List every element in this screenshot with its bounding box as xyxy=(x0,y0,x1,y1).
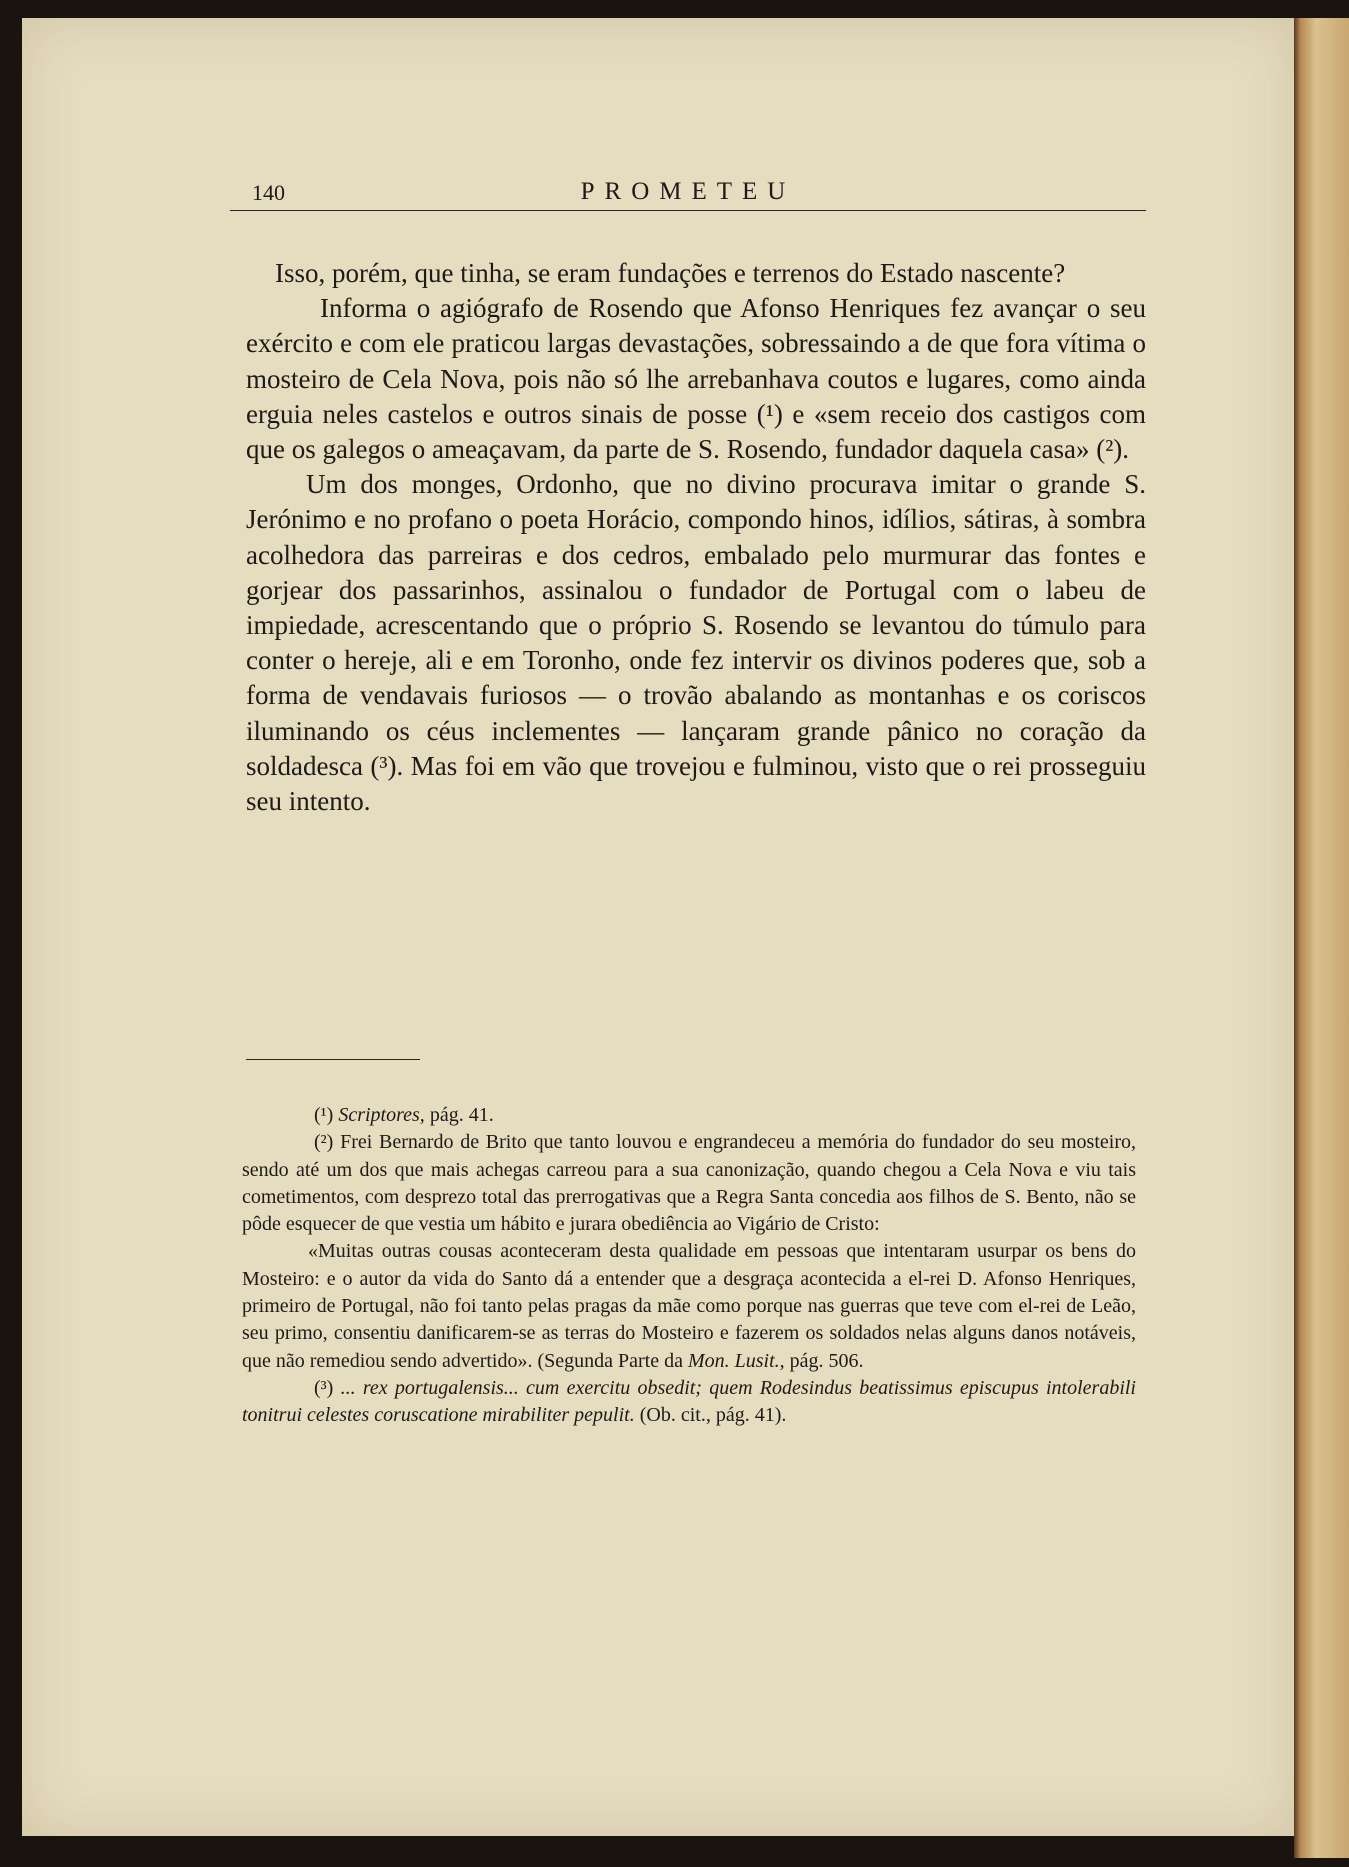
running-title: PROMETEU xyxy=(580,178,796,205)
footnote-2-text: Frei Bernardo de Brito que tanto louvou e engrandeceu a memória do fundador do seu mosteiro, sendo até um dos que mais achegas carreou para a sua canonização, quando chegou a Cela Nova e viu tais cometimentos, com desprezo total das prerrogativas que a Regra Santa concedia aos filhos de S. Bento, não se pôde esquecer de que vestia um hábito e jurara obediência ao Vigário de Cristo: xyxy=(242,1131,1136,1236)
footnote-1-source: Scriptores, xyxy=(338,1104,425,1126)
footnote-3-mark: (³) xyxy=(314,1376,334,1399)
footnote-1 xyxy=(242,1102,1136,1129)
footnote-3-text: (Ob. cit., pág. 41). xyxy=(634,1404,787,1427)
paragraph-2: Informa o agiógrafo de Rosendo que Afonso Henriques fez avançar o seu exército e com ele praticou largas devastações, sobressaindo a de que fora vítima o mosteiro de Cela Nova, pois não só lhe arrebanhava coutos e lugares, como ainda erguia neles castelos e outros sinais de posse (¹) e «sem receio dos castigos com que os galegos o ameaçavam, da parte de S. Rosendo, fundador daquela casa» (²). xyxy=(246,293,1146,465)
paragraph-3: Um dos monges, Ordonho, que no divino procurava imitar o grande S. Jerónimo e no profano o poeta Horácio, compondo hinos, idílios, sátiras, à sombra acolhedora das parreiras e dos cedros, embalado pelo murmurar das fontes e gorjear dos passarinhos, assinalou o fundador de Portugal com o labeu de impiedade, acrescentando que o próprio S. Rosendo se levantou do túmulo para conter o hereje, ali e em Toronho, onde fez intervir os divinos poderes que, sob a forma de vendavais furiosos — o trovão abalando as montanhas e os coriscos iluminando os céus inclementes — lançaram grande pânico no coração da soldadesca (³). Mas foi em vão que trovejou e fulminou, visto que o rei prosseguiu seu intento. xyxy=(246,469,1146,817)
footnote-1-mark: (¹) xyxy=(314,1104,334,1126)
footnote-2-mark: (²) xyxy=(314,1131,334,1154)
paragraph-1: Isso, porém, que tinha, se eram fundações e terrenos do Estado nascente? xyxy=(275,258,1066,288)
footnote-1-text: pág. 41. xyxy=(424,1104,494,1126)
footnote-3 xyxy=(242,1375,1136,1430)
adjacent-page-edge xyxy=(1294,18,1349,1858)
page-number: 140 xyxy=(252,180,285,205)
footnote-3-latin: ... rex portugalensis... cum exercitu obsedit; quem Rodesindus beatissimus episcupus intolerabili tonitrui celestes coruscatione mirabiliter pepulit. xyxy=(242,1376,1136,1427)
footnotes xyxy=(242,1102,1136,1430)
footnote-rule xyxy=(246,1059,420,1060)
quote-source: Mon. Lusit., xyxy=(687,1349,785,1372)
quote-page: pág. 506. xyxy=(784,1349,864,1372)
header-rule xyxy=(230,210,1146,211)
body-text xyxy=(246,256,1146,819)
quote-text: «Muitas outras cousas aconteceram desta qualidade em pessoas que intentaram usurpar os bens do Mosteiro: e o autor da vida do Santo dá a entender que a desgraça acontecida a el-rei D. Afonso Henriques, primeiro de Portugal, não foi tanto pelas pragas da mãe como porque nas guerras que teve com el-rei de Leão, seu primo, consentiu danificarem-se as terras do Mosteiro e fazerem os soldados nelas alguns danos notáveis, que não remediou sendo advertido». (Segunda Parte da xyxy=(242,1240,1136,1372)
footnote-2-quote xyxy=(242,1238,1136,1374)
footnote-2 xyxy=(242,1129,1136,1238)
page-header xyxy=(230,176,1146,210)
